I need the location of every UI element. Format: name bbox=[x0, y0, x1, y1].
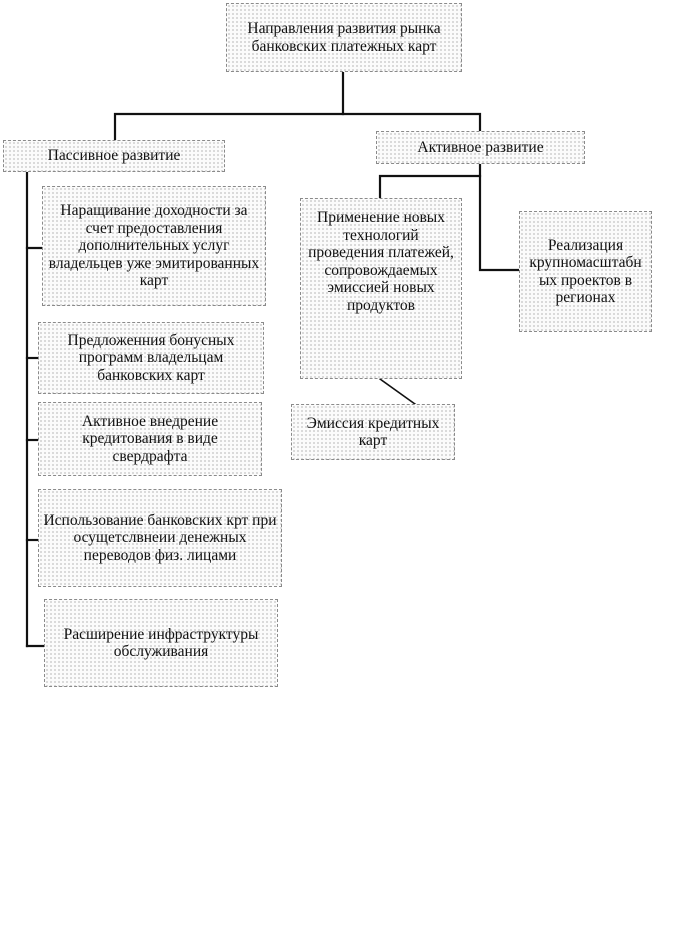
connector-active-tech bbox=[380, 164, 480, 198]
connector-root-active bbox=[343, 114, 480, 131]
passive-item-overdraft-label: Активное внедрение кредитования в виде свердрафта bbox=[81, 412, 219, 465]
passive-development-box bbox=[3, 140, 225, 172]
active-item-technologies bbox=[300, 198, 462, 379]
root-box bbox=[226, 3, 462, 72]
active-development-label: Активное развитие bbox=[417, 138, 544, 156]
passive-item-transfers bbox=[38, 489, 282, 587]
passive-item-infrastructure-label: Расширение инфраструктуры обслуживания bbox=[63, 625, 259, 660]
active-item-regions bbox=[519, 211, 652, 332]
credit-card-issuance-box bbox=[291, 404, 455, 460]
connector-root-branch bbox=[115, 72, 343, 140]
passive-item-bonus-label: Предложенния бонусных программ владельцам банковских карт bbox=[67, 331, 235, 384]
passive-development-label: Пассивное развитие bbox=[47, 147, 181, 165]
passive-item-overdraft bbox=[38, 402, 262, 476]
connector-tech-credit bbox=[380, 379, 415, 404]
root-label: Направления развития рынка банковских платежных карт bbox=[247, 20, 441, 55]
active-item-technologies-label: Применение новых технологий проведения платежей, сопровождаемых эмиссией новых продуктов bbox=[308, 209, 454, 314]
passive-item-income bbox=[42, 186, 266, 306]
passive-item-transfers-label: Использование банковских крт при осущетслвнеии денежных переводов физ. лицами bbox=[43, 511, 277, 564]
active-development-box bbox=[376, 131, 585, 164]
passive-item-income-label: Наращивание доходности за счет предоставления дополнительных услуг владельцев уже эмитированных карт bbox=[48, 202, 260, 290]
credit-card-issuance-label: Эмиссия кредитных карт bbox=[306, 414, 440, 449]
connector-active-regions bbox=[480, 176, 519, 270]
passive-item-infrastructure bbox=[44, 599, 278, 687]
active-item-regions-label: Реализация крупномасштабн ых проектов в регионах bbox=[529, 236, 642, 306]
passive-item-bonus bbox=[38, 322, 264, 394]
